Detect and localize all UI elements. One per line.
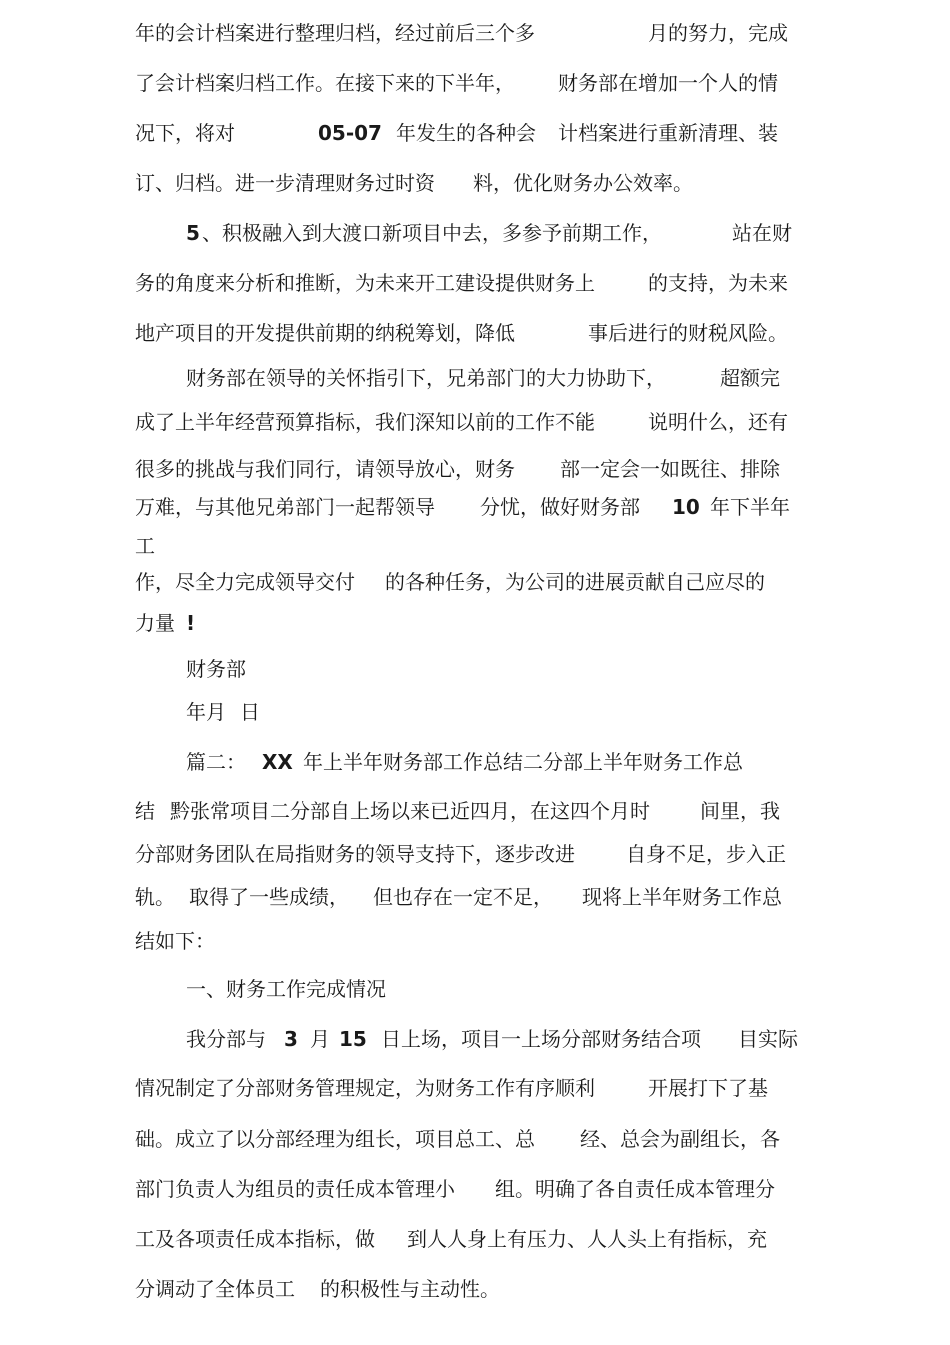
- text-segment: 黔张常项目二分部自上场以来已近四月，在这四个月时: [170, 799, 650, 823]
- text-line: [0, 66, 950, 100]
- text-segment-bold: 3: [284, 1027, 298, 1051]
- text-segment: 结: [135, 799, 155, 823]
- text-segment: 力量: [135, 611, 175, 635]
- text-segment: 一、财务工作完成情况: [186, 977, 386, 1001]
- text-segment: 础。成立了以分部经理为组长，项目总工、总: [135, 1127, 535, 1151]
- text-segment: 到人人身上有压力、人人头上有指标，充: [407, 1227, 767, 1251]
- text-segment: 年月: [186, 700, 226, 724]
- text-segment: 很多的挑战与我们同行，请领导放心，财务: [135, 457, 515, 481]
- text-line: [0, 837, 950, 871]
- text-line: [0, 606, 950, 640]
- text-segment: 的支持，为未来: [648, 271, 788, 295]
- text-segment: 的各种任务，为公司的进展贡献自己应尽的: [385, 570, 765, 594]
- text-segment: 年上半年财务部工作总结二分部上半年财务工作总: [303, 750, 743, 774]
- text-line: [0, 405, 950, 439]
- text-line: [0, 316, 950, 350]
- text-segment: 月的努力，完成: [648, 21, 788, 45]
- text-segment: 事后进行的财税风险。: [588, 321, 788, 345]
- text-segment: 说明什么，还有: [648, 410, 788, 434]
- text-segment: 日: [240, 700, 260, 724]
- text-segment: 组。明确了各自责任成本管理分: [495, 1177, 775, 1201]
- text-line: [0, 116, 950, 150]
- text-segment: 结如下：: [135, 929, 215, 953]
- text-segment: 地产项目的开发提供前期的纳税筹划，降低: [135, 321, 515, 345]
- text-segment: 年的会计档案进行整理归档，经过前后三个多: [135, 21, 535, 45]
- text-line: [0, 794, 950, 828]
- text-segment: 篇二：: [186, 750, 246, 774]
- text-segment: 订、归档。进一步清理财务过时资: [135, 171, 435, 195]
- text-segment-bold: 5: [186, 221, 200, 245]
- text-segment: 站在财: [732, 221, 792, 245]
- text-segment: 工: [135, 534, 155, 558]
- text-segment: 财务部在增加一个人的情: [558, 71, 778, 95]
- text-line: [0, 565, 950, 599]
- text-segment: 自身不足，步入正: [626, 842, 786, 866]
- text-line: [0, 490, 950, 524]
- text-line: [0, 745, 950, 779]
- text-segment: 情况制定了分部财务管理规定，为财务工作有序顺利: [135, 1076, 595, 1100]
- text-segment-bold: 10: [672, 495, 700, 519]
- text-segment: 但也存在一定不足，: [373, 885, 553, 909]
- text-segment-bold: XX: [262, 750, 293, 774]
- text-segment: 成了上半年经营预算指标，我们深知以前的工作不能: [135, 410, 595, 434]
- text-segment: 年发生的各种会: [396, 121, 536, 145]
- text-line: [0, 1172, 950, 1206]
- text-segment: 计档案进行重新清理、装: [558, 121, 778, 145]
- text-segment: 开展打下了基: [648, 1076, 768, 1100]
- text-line: [0, 216, 950, 250]
- text-line: [0, 1122, 950, 1156]
- text-segment: 况下，将对: [135, 121, 235, 145]
- text-line: [0, 529, 950, 563]
- text-segment: 分部财务团队在局指财务的领导支持下，逐步改进: [135, 842, 575, 866]
- text-line: [0, 972, 950, 1006]
- text-line: [0, 452, 950, 486]
- text-segment: 取得了一些成绩，: [189, 885, 349, 909]
- text-segment: 目实际: [738, 1027, 798, 1051]
- text-segment: 我分部与: [186, 1027, 266, 1051]
- text-segment: 部门负责人为组员的责任成本管理小: [135, 1177, 455, 1201]
- text-line: [0, 924, 950, 958]
- text-line: [0, 166, 950, 200]
- text-line: [0, 16, 950, 50]
- text-segment-bold: !: [186, 611, 196, 635]
- text-segment: 务的角度来分析和推断，为未来开工建设提供财务上: [135, 271, 595, 295]
- text-line: [0, 652, 950, 686]
- text-segment-bold: 05-07: [318, 121, 382, 145]
- text-line: [0, 695, 950, 729]
- text-segment: 了会计档案归档工作。在接下来的下半年，: [135, 71, 515, 95]
- text-segment: 日上场，项目一上场分部财务结合项: [381, 1027, 701, 1051]
- text-segment-bold: 15: [339, 1027, 367, 1051]
- text-segment: 分调动了全体员工: [135, 1277, 295, 1301]
- text-line: [0, 1071, 950, 1105]
- text-segment: 、积极融入到大渡口新项目中去，多参予前期工作，: [202, 221, 662, 245]
- text-line: [0, 1222, 950, 1256]
- text-line: [0, 266, 950, 300]
- text-segment: 月: [310, 1027, 330, 1051]
- text-line: [0, 361, 950, 395]
- text-segment: 轨。: [135, 885, 175, 909]
- text-segment: 经、总会为副组长，各: [580, 1127, 780, 1151]
- text-line: [0, 1022, 950, 1056]
- text-segment: 的积极性与主动性。: [320, 1277, 500, 1301]
- text-segment: 财务部在领导的关怀指引下，兄弟部门的大力协助下，: [186, 366, 666, 390]
- text-segment: 间里，我: [700, 799, 780, 823]
- text-segment: 财务部: [186, 657, 246, 681]
- text-segment: 料，优化财务办公效率。: [473, 171, 693, 195]
- text-line: [0, 880, 950, 914]
- text-segment: 年下半年: [710, 495, 790, 519]
- text-segment: 分忧，做好财务部: [480, 495, 640, 519]
- text-line: [0, 1272, 950, 1306]
- text-segment: 部一定会一如既往、排除: [560, 457, 780, 481]
- text-segment: 万难，与其他兄弟部门一起帮领导: [135, 495, 435, 519]
- text-segment: 现将上半年财务工作总: [582, 885, 782, 909]
- text-segment: 超额完: [720, 366, 780, 390]
- text-segment: 作，尽全力完成领导交付: [135, 570, 355, 594]
- text-segment: 工及各项责任成本指标，做: [135, 1227, 375, 1251]
